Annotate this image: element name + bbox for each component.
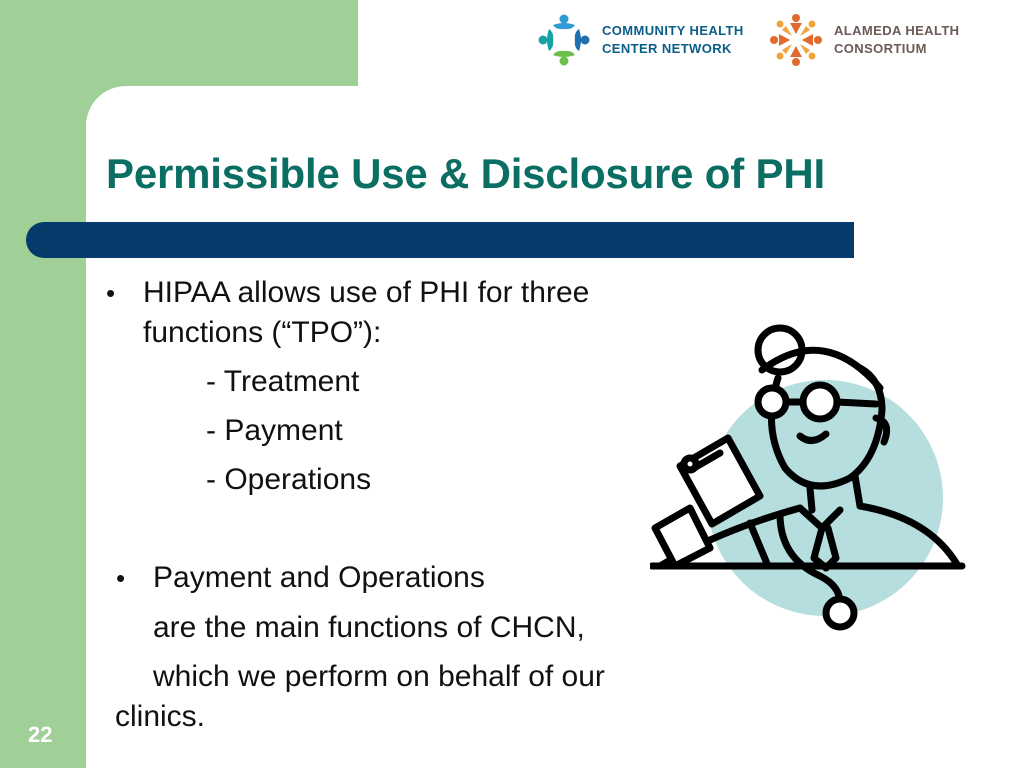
ahc-logo-line1: ALAMEDA HEALTH bbox=[834, 23, 960, 38]
bullet-2-symbol: • bbox=[116, 563, 126, 593]
bullet-1-symbol: • bbox=[106, 278, 116, 308]
sub-item-operations: - Operations bbox=[206, 463, 372, 496]
sub-item-payment: - Payment bbox=[206, 414, 343, 447]
sub-item-treatment: - Treatment bbox=[206, 365, 360, 398]
bullet-1-line-2: functions (“TPO”): bbox=[143, 316, 382, 349]
bullet-2-line-2: are the main functions of CHCN, bbox=[153, 611, 585, 644]
bullet-2-line-3: which we perform on behalf of our bbox=[153, 660, 605, 693]
doctor-with-clipboard-icon bbox=[650, 318, 970, 638]
chcn-logo-line2: CENTER NETWORK bbox=[602, 41, 732, 56]
chcn-logo-line1: COMMUNITY HEALTH bbox=[602, 23, 744, 38]
doctor-illustration bbox=[650, 318, 970, 643]
bullet-1-line-1: HIPAA allows use of PHI for three bbox=[143, 276, 590, 309]
ahc-logo-line2: CONSORTIUM bbox=[834, 41, 927, 56]
page-number: 22 bbox=[28, 722, 53, 747]
bullet-2-line-1: Payment and Operations bbox=[153, 561, 485, 594]
bullet-2-line-4: clinics. bbox=[115, 700, 206, 733]
slide-title: Permissible Use & Disclosure of PHI bbox=[106, 150, 825, 197]
